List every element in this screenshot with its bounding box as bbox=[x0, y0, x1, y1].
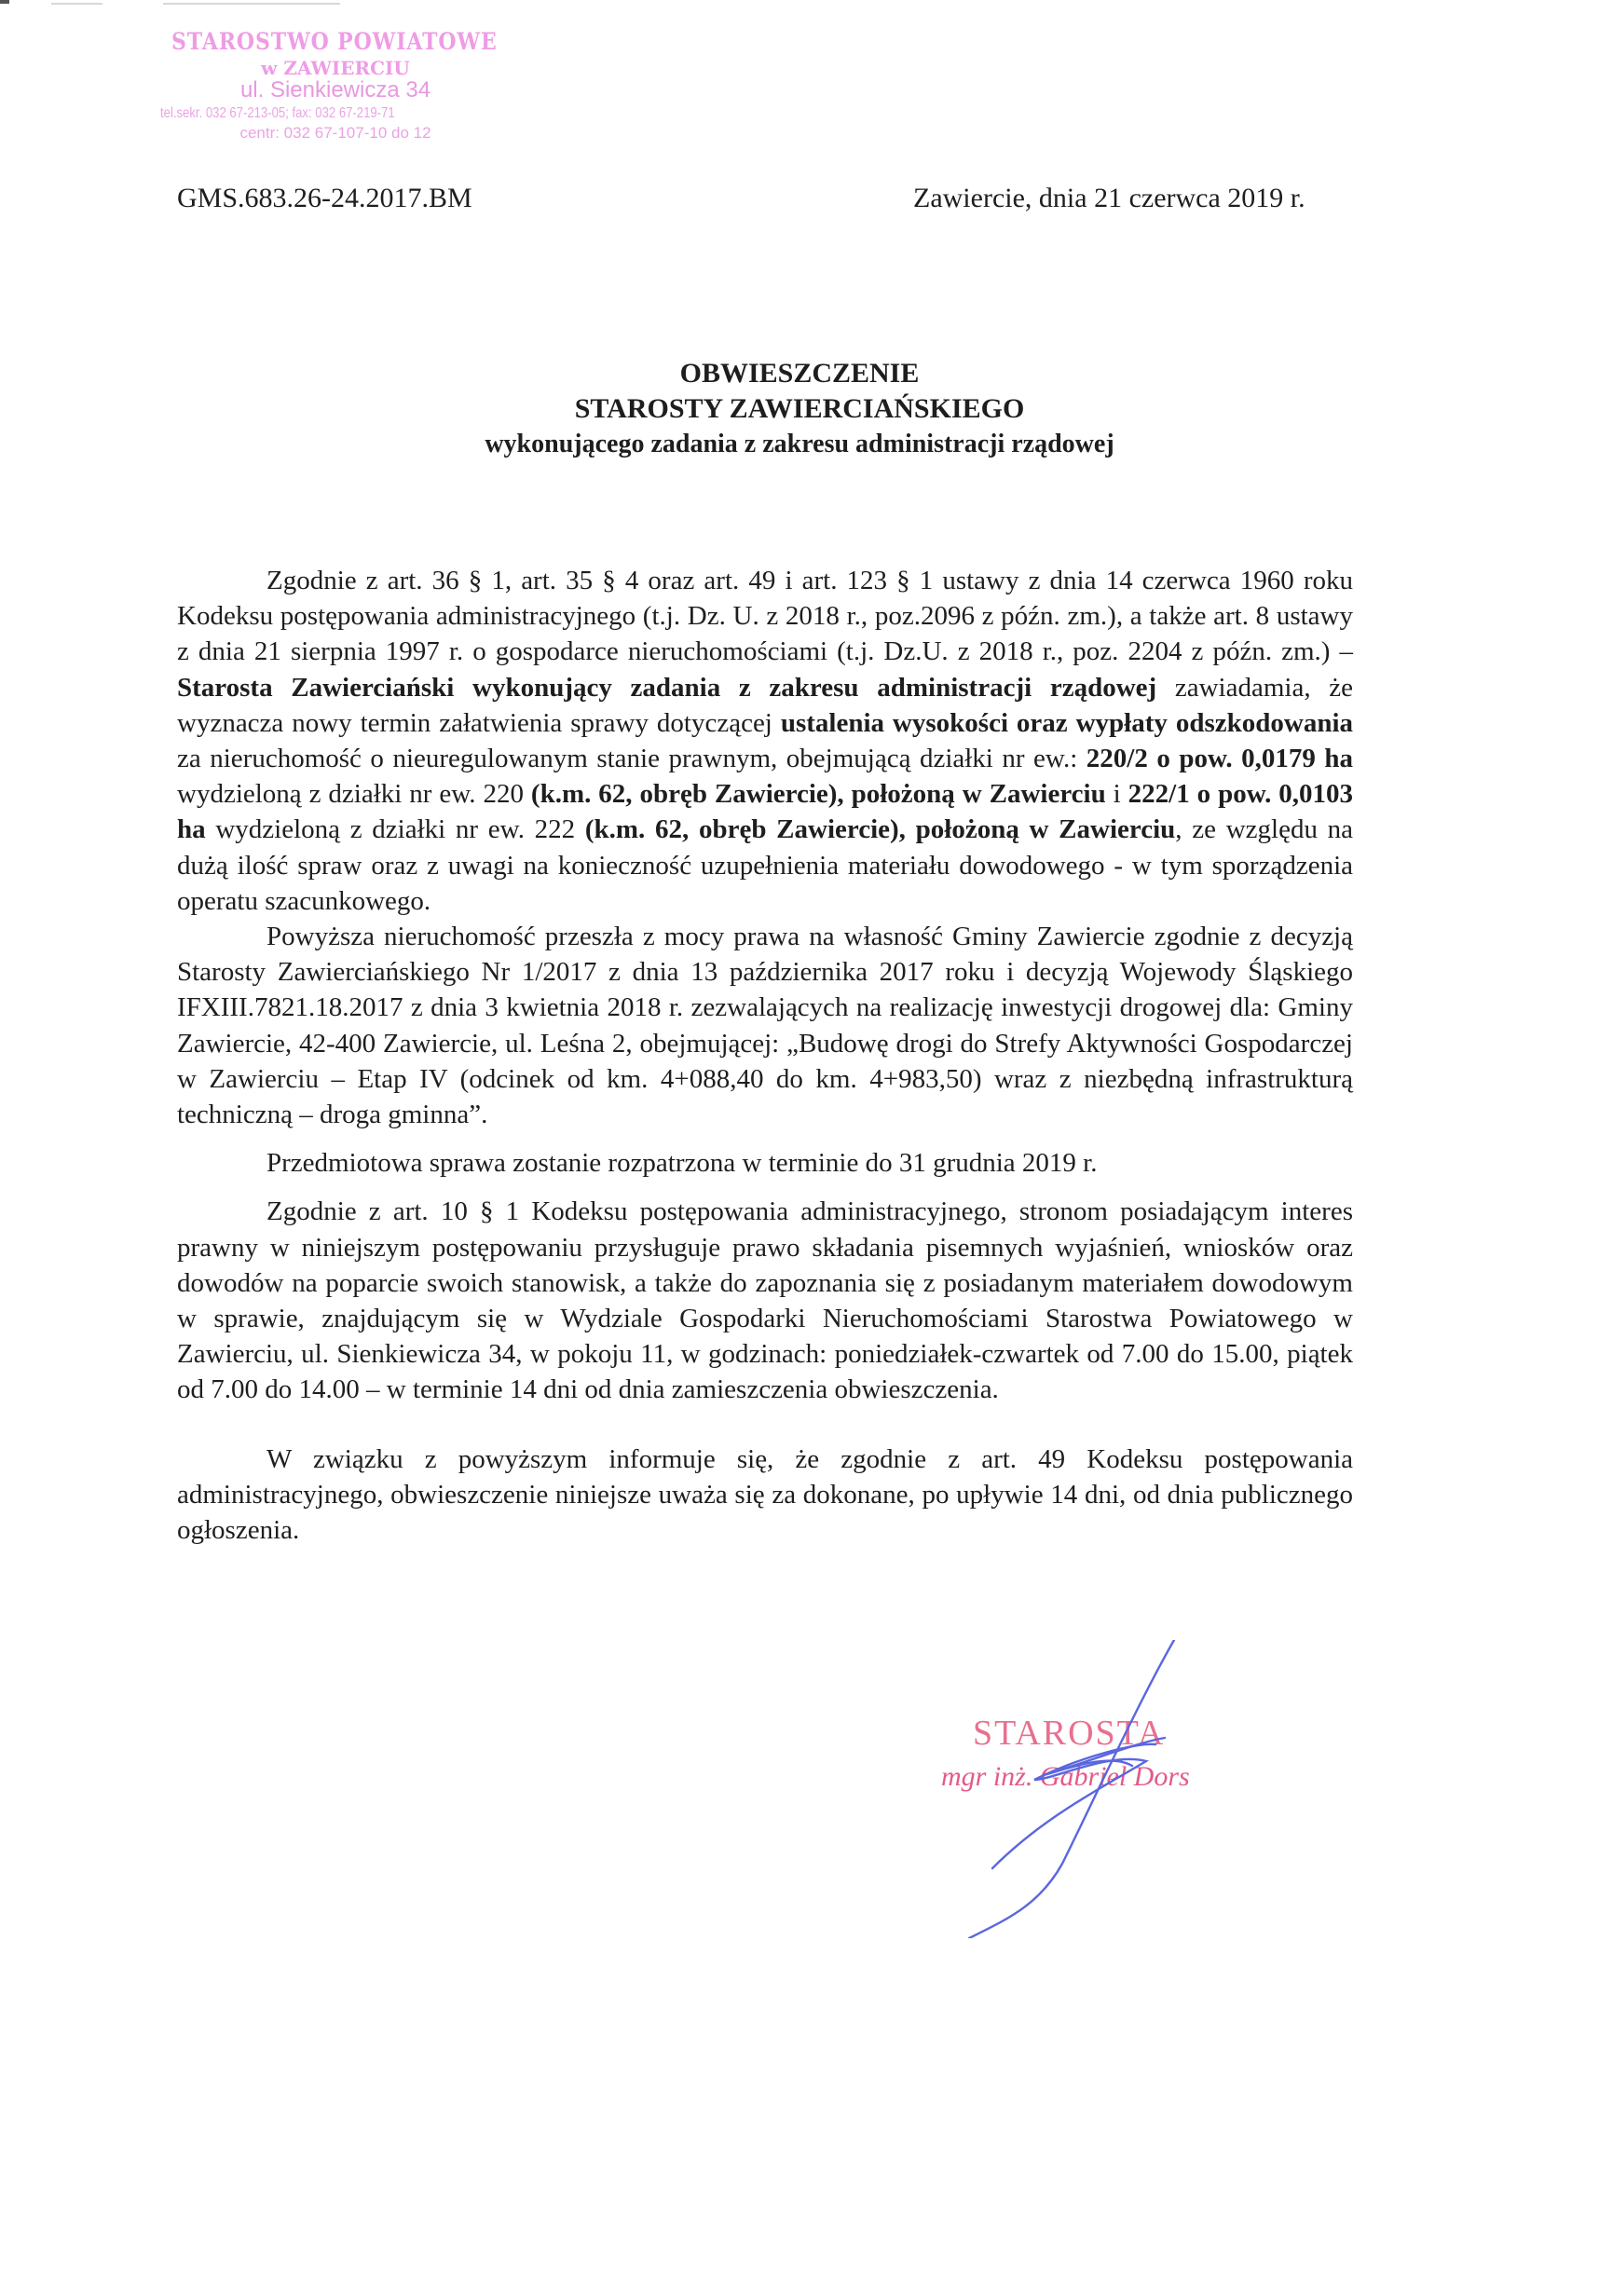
paragraph-2: Powyższa nieruchomość przeszła z mocy prawa na własność Gminy Zawiercie zgodnie z decyzją Starosty Zawierciańskiego Nr 1/2017 z dnia 13 października 2017 roku i decyzją Wojewody Śląskiego IFXIII.7821.18.2017 z dnia 3 kwietnia 2018 r. zezwalających na realizację inwestycji drogowej dla: Gminy Zawiercie, 42-400 Zawiercie, ul. Leśna 2, obejmującej: „Budowę drogi do Strefy Aktywności Gospodarczej w Zawierciu – Etap IV (odcinek od km. 4+088,40 do km. 4+983,50) wraz z niezbędną infrastrukturą techniczną – droga gminna”. bbox=[177, 922, 1353, 1130]
stamp-switchboard: centr: 032 67-107-10 do 12 bbox=[239, 124, 431, 142]
document-body bbox=[177, 563, 1353, 1548]
stamp-office-city: w ZAWIERCIU bbox=[261, 57, 410, 79]
paragraph-1: Zgodnie z art. 36 § 1, art. 35 § 4 oraz art. 49 i art. 123 § 1 ustawy z dnia 14 czerwca 1960 roku Kodeksu postępowania administracyjnego (t.j. Dz. U. z 2018 r., poz.2096 z późn. zm.), a także art. 8 ustawy z dnia 21 sierpnia 1997 r. o gospodarce nieruchomościami (t.j. Dz.U. z 2018 r., poz. 2204 z późn. zm.) – Starosta Zawierciański wykonujący zadania z zakresu administracji rządowej zawiadamia, że wyznacza nowy termin załatwienia sprawy dotyczącej ustalenia wysokości oraz wypłaty odszkodowania za nieruchomość o nieuregulowanym stanie prawnym, obejmującą działki nr ew.: 220/2 o pow. 0,0179 ha wydzieloną z działki nr ew. 220 (k.m. 62, obręb Zawiercie), położoną w Zawierciu i 222/1 o pow. 0,0103 ha wydzieloną z działki nr ew. 222 (k.m. 62, obręb Zawiercie), położoną w Zawierciu, ze względu na dużą ilość spraw oraz z uwagi na konieczność uzupełnienia materiału dowodowego - w tym sporządzenia operatu szacunkowego. bbox=[177, 566, 1354, 916]
stamp-office-name: STAROSTWO POWIATOWE bbox=[171, 28, 498, 55]
scan-artifact bbox=[51, 3, 102, 5]
paragraph-4: Zgodnie z art. 10 § 1 Kodeksu postępowania administracyjnego, stronom posiadającym interes prawny w niniejszym postępowaniu przysługuje prawo składania pisemnych wyjaśnień, wniosków oraz dowodów na poparcie swoich stanowisk, a także do zapoznania się z posiadanym materiałem dowodowym w sprawie, znajdującym się w Wydziale Gospodarki Nieruchomościami Starostwa Powiatowego w Zawierciu, ul. Sienkiewicza 34, w pokoju 11, w godzinach: poniedziałek-czwartek od 7.00 do 15.00, piątek od 7.00 do 14.00 – w terminie 14 dni od dnia zamieszczenia obwieszczenia. bbox=[177, 1196, 1353, 1405]
signatory-name: mgr inż. Gabriel Dors bbox=[941, 1761, 1190, 1792]
stamp-phone-fax: tel.sekr. 032 67-213-05; fax: 032 67-219-71 bbox=[160, 105, 395, 121]
scan-artifact bbox=[163, 3, 340, 5]
document-title bbox=[0, 356, 1599, 462]
title-line-2: STAROSTY ZAWIERCIAŃSKIEGO bbox=[574, 393, 1025, 424]
title-line-3: wykonującego zadania z zakresu administracji rządowej bbox=[485, 430, 1114, 458]
case-reference-number: GMS.683.26-24.2017.BM bbox=[177, 183, 472, 213]
title-line-1: OBWIESZCZENIE bbox=[679, 358, 920, 389]
paragraph-3: Przedmiotowa sprawa zostanie rozpatrzona w terminie do 31 grudnia 2019 r. bbox=[266, 1148, 1098, 1179]
paragraph-5: W związku z powyższym informuje się, że zgodnie z art. 49 Kodeksu postępowania administracyjnego, obwieszczenie niniejsze uważa się za dokonane, po upływie 14 dni, od dnia publicznego ogłoszenia. bbox=[177, 1443, 1353, 1546]
stamp-address: ul. Sienkiewicza 34 bbox=[239, 77, 431, 102]
scan-artifact bbox=[0, 0, 9, 4]
signatory-role: STAROSTA bbox=[973, 1714, 1166, 1753]
office-header-stamp bbox=[160, 28, 503, 143]
handwritten-signature-icon bbox=[950, 1640, 1249, 1938]
place-and-date: Zawiercie, dnia 21 czerwca 2019 r. bbox=[913, 183, 1305, 213]
